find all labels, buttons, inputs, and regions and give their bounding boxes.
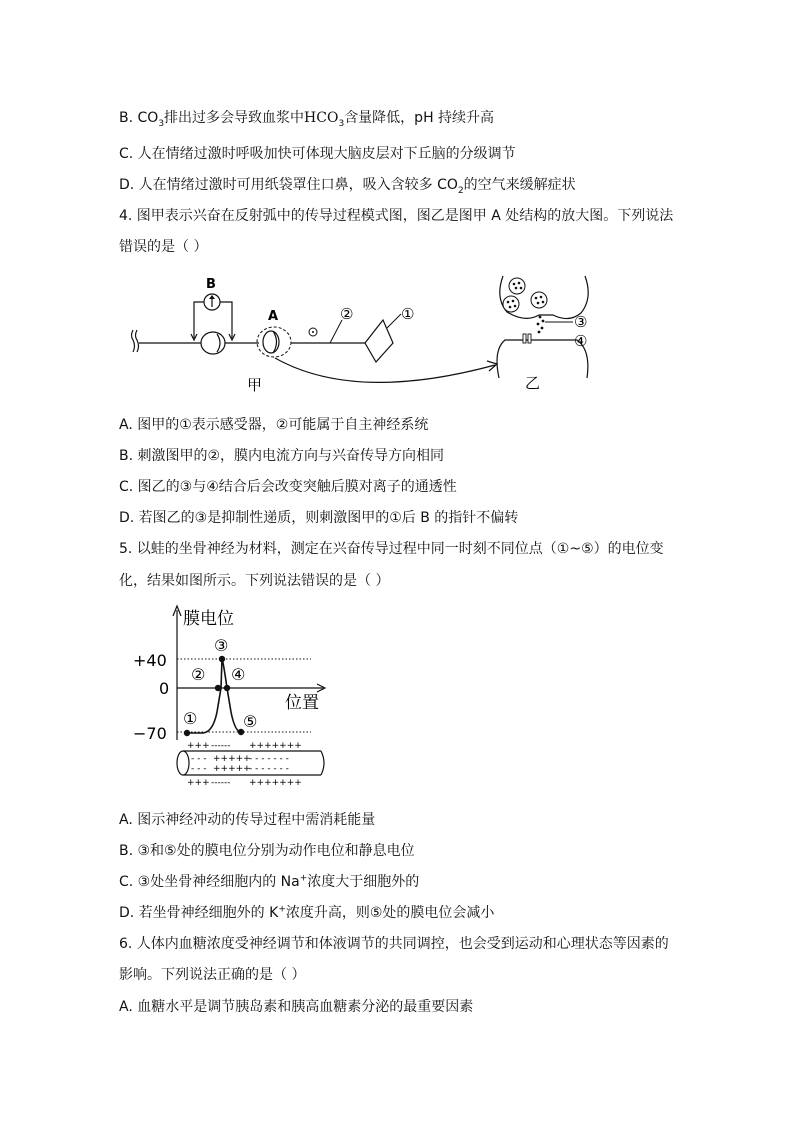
label-3: ③ [574, 313, 588, 331]
label-1: ① [401, 305, 415, 323]
option-d-q4: D. 若图乙的③是抑制性递质，则刺激图甲的①后 B 的指针不偏转 [119, 510, 519, 526]
question-4-stem-cont: 错误的是（ ） [119, 239, 208, 255]
text: B. CO [119, 110, 159, 126]
vesicle [503, 296, 519, 312]
label-pt4: ④ [231, 665, 246, 684]
synapse-detail [497, 276, 588, 392]
membrane-potential-figure [125, 600, 345, 790]
option-d-q3 [119, 176, 576, 194]
label-b: B [206, 277, 216, 292]
label-pt3: ③ [214, 636, 229, 655]
text: 浓度升高，则⑤处的膜电位会减小 [285, 905, 495, 921]
question-6-stem-cont: 影响。下列说法正确的是（ ） [119, 967, 306, 983]
caption-yi: 乙 [525, 374, 541, 392]
label-a: A [268, 309, 279, 324]
subscript: 2 [457, 185, 464, 196]
option-c-q5 [119, 873, 419, 891]
neurotransmitter-dot [538, 331, 541, 334]
charge-top-b: ------ [211, 741, 231, 751]
option-b-q3 [119, 109, 494, 127]
subscript: 3 [338, 118, 345, 129]
y-axis-label: 膜电位 [183, 609, 234, 629]
option-d-q5 [119, 904, 494, 922]
charge-in2-c: - - - - - - - [249, 764, 289, 774]
option-c-q3: C. 人在情绪过激时呼吸加快可体现大脑皮层对下丘脑的分级调节 [119, 146, 516, 162]
tick-zero: 0 [159, 679, 170, 698]
receptor [523, 334, 526, 343]
receptor [528, 334, 531, 343]
point-4 [224, 685, 230, 691]
tick-minus70: −70 [133, 724, 167, 743]
question-5-stem-cont: 化，结果如图所示。下列说法错误的是（ ） [119, 573, 390, 589]
magnify-arrow [275, 358, 495, 382]
charge-bot-c: +++++++ [249, 778, 302, 788]
option-a-q5: A. 图示神经冲动的传导过程中需消耗能量 [119, 812, 376, 828]
charge-in1-a: - - - [191, 754, 207, 764]
text: 的空气来缓解症状 [463, 177, 576, 193]
text: C. ③处坐骨神经细胞内的 Na [119, 874, 300, 890]
vesicle [531, 292, 547, 308]
text: 含量降低，pH 持续升高 [344, 110, 495, 126]
question-5-stem: 5. 以蛙的坐骨神经为材料，测定在兴奋传导过程中同一时刻不同位点（①~⑤）的电位变 [119, 541, 664, 557]
point-2 [215, 685, 221, 691]
question-6-stem: 6. 人体内血糖浓度受神经调节和体液调节的共同调控，也会受到运动和心理状态等因素的 [119, 936, 669, 952]
point-1 [184, 730, 190, 736]
superscript: + [299, 873, 308, 884]
subscript: 3 [158, 118, 165, 129]
option-c-q4: C. 图乙的③与④结合后会改变突触后膜对离子的通透性 [119, 479, 457, 495]
question-4-stem: 4. 图甲表示兴奋在反射弧中的传导过程模式图，图乙是图甲 A 处结构的放大图。下列说法 [119, 208, 674, 224]
neurotransmitter-dot [539, 316, 542, 319]
charge-top-a: +++ [187, 741, 210, 751]
superscript: + [278, 904, 286, 915]
charge-in2-b: +++++ [213, 764, 251, 774]
label-pt1: ① [183, 709, 198, 728]
vesicle [509, 278, 525, 294]
tick-plus40: +40 [133, 651, 167, 670]
option-b-q4: B. 刺激图甲的②，膜内电流方向与兴奋传导方向相同 [119, 448, 445, 464]
charge-in1-b: +++++ [213, 754, 251, 764]
charge-top-c: +++++++ [249, 741, 302, 751]
ganglion-body [201, 332, 225, 354]
label-2: ② [340, 305, 354, 323]
neurotransmitter-dot [542, 320, 545, 323]
caption-jia: 甲 [247, 376, 263, 394]
text: D. 人在情绪过激时可用纸袋罩住口鼻，吸入含较多 CO [119, 177, 458, 193]
charge-in1-c: - - - - - - - [249, 754, 289, 764]
text: 排出过多会导致血浆中 [164, 110, 305, 126]
option-b-q5: B. ③和⑤处的膜电位分别为动作电位和静息电位 [119, 843, 415, 859]
label-4: ④ [574, 332, 588, 350]
neurotransmitter-dot [541, 327, 544, 330]
formula: HCO [304, 110, 339, 126]
point-3 [219, 656, 225, 662]
label-pt2: ② [191, 665, 206, 684]
text: D. 若坐骨神经细胞外的 K [119, 905, 279, 921]
text: 浓度大于细胞外的 [307, 874, 420, 890]
option-a-q4: A. 图甲的①表示感受器，②可能属于自主神经系统 [119, 417, 429, 433]
charge-bot-b: ------ [211, 778, 231, 788]
neurotransmitter-dot [537, 323, 540, 326]
option-a-q6: A. 血糖水平是调节胰岛素和胰高血糖素分泌的最重要因素 [119, 999, 474, 1015]
x-axis-label: 位置 [285, 693, 319, 713]
charge-in2-a: - - - [191, 764, 207, 774]
label-pt5: ⑤ [243, 712, 258, 731]
charge-bot-a: +++ [187, 778, 210, 788]
reflex-arc-figure [125, 268, 605, 398]
effector-squiggle [132, 330, 139, 352]
